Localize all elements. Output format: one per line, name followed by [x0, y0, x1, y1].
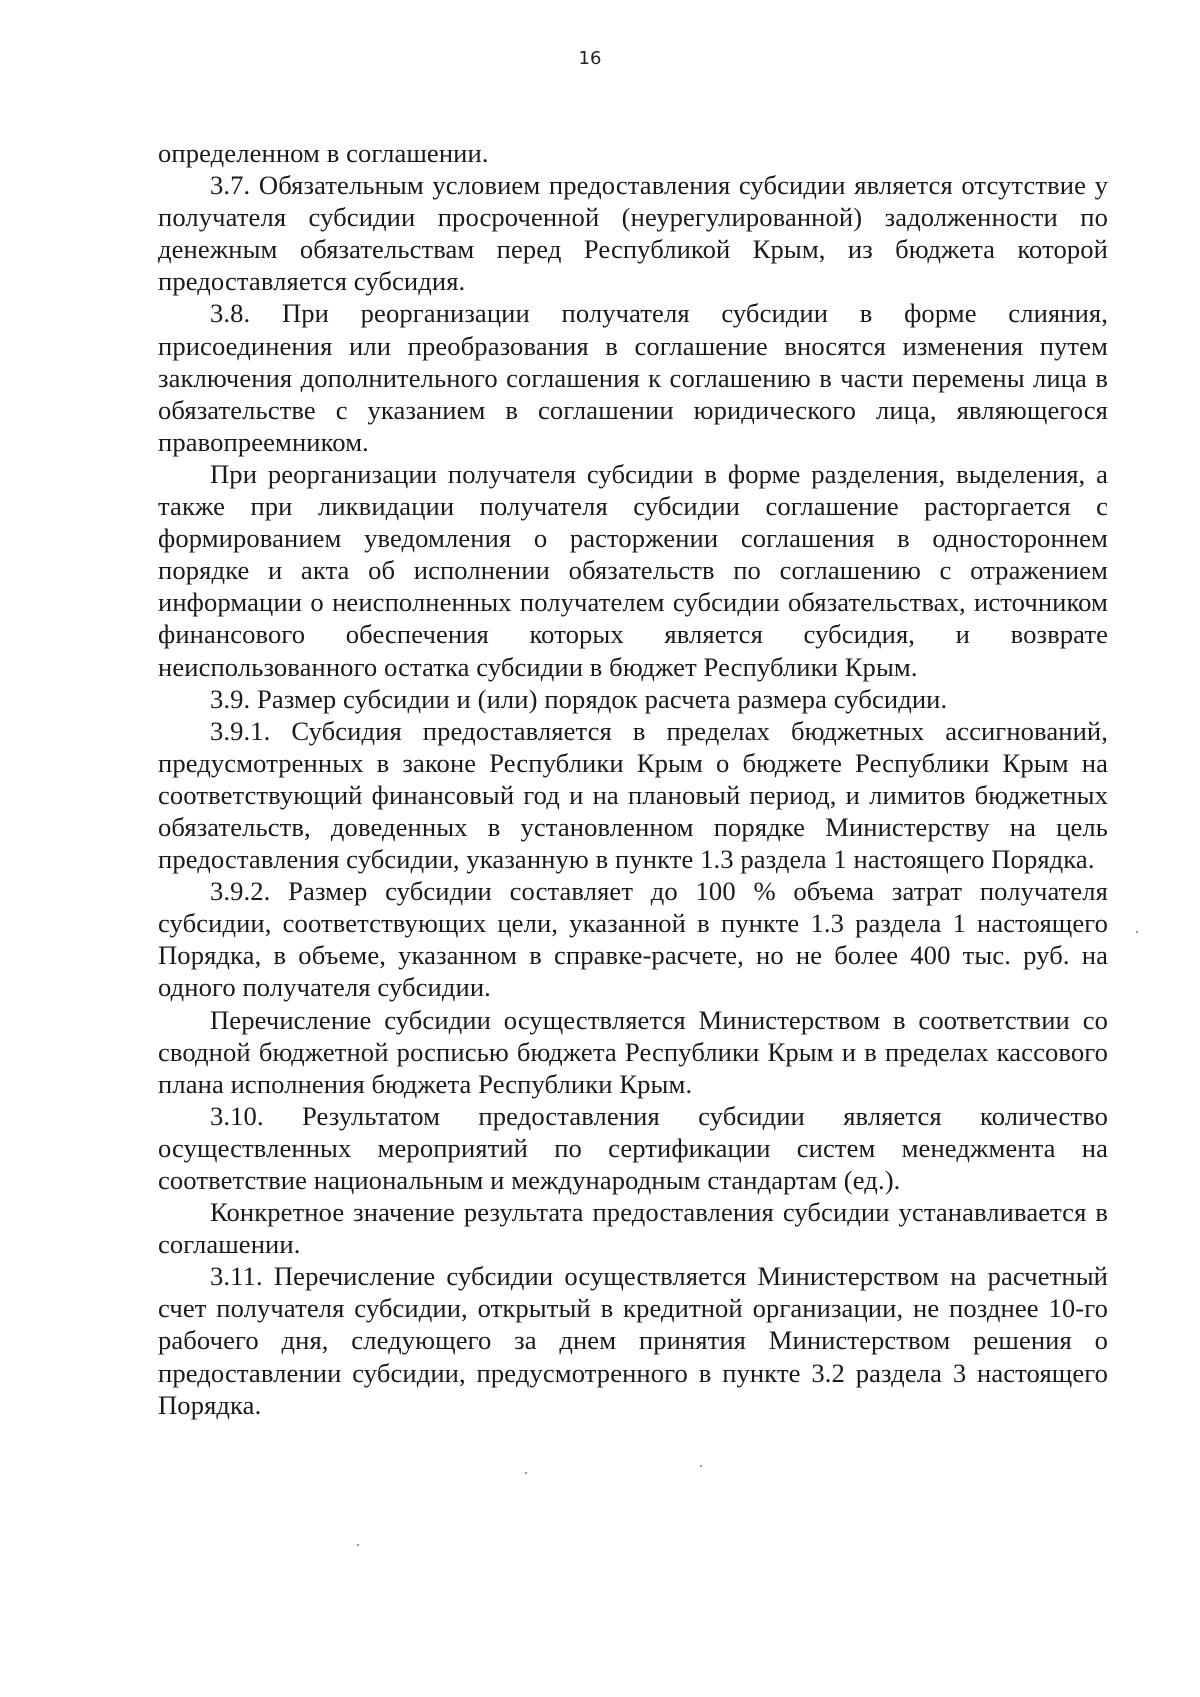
scan-speck — [1136, 931, 1138, 933]
scan-speck — [700, 1465, 702, 1467]
paragraph-3-9-2: 3.9.2. Размер субсидии составляет до 100 % объема затрат получателя субсидии, соответствующих цели, указанной в пункте 1.3 раздела 1 настоящего Порядка, в объеме, указанном в справке-расчете, но не более 400 тыс. руб. на одного получателя субсидии. — [158, 876, 1108, 1003]
paragraph-reorganization: При реорганизации получателя субсидии в форме разделения, выделения, а также при ликвидации получателя субсидии соглашение расторгается с формированием уведомления о расторжении соглашения в одностороннем порядке и акта об исполнении обязательств по соглашению с отражением информации о неисполненных получателем субсидии обязательствах, источником финансового обеспечения которых является субсидия, и возврате неиспользованного остатка субсидии в бюджет Республики Крым. — [158, 458, 1108, 682]
paragraph-result-value: Конкретное значение результата предоставления субсидии устанавливается в соглашении. — [158, 1197, 1108, 1260]
paragraph-continuation: определенном в соглашении. — [158, 138, 489, 168]
paragraph-3-8: 3.8. При реорганизации получателя субсидии в форме слияния, присоединения или преобразования в соглашение вносятся изменения путем заключения дополнительного соглашения к соглашению в части перемены лица в обязательстве с указанием в соглашении юридического лица, являющегося правопреемником. — [158, 298, 1108, 457]
scan-speck — [357, 1544, 359, 1546]
paragraph-3-9-1: 3.9.1. Субсидия предоставляется в пределах бюджетных ассигнований, предусмотренных в законе Республики Крым о бюджете Республики Крым на соответствующий финансовый год и на плановый период, и лимитов бюджетных обязательств, доведенных в установленном порядке Министерству на цель предоставления субсидии, указанную в пункте 1.3 раздела 1 настоящего Порядка. — [158, 715, 1108, 875]
page-number: 16 — [578, 48, 602, 69]
paragraph-transfer: Перечисление субсидии осуществляется Министерством в соответствии со сводной бюджетной росписью бюджета Республики Крым и в пределах кассового плана исполнения бюджета Республики Крым. — [158, 1004, 1108, 1099]
paragraph-3-9: 3.9. Размер субсидии и (или) порядок расчета размера субсидии. — [210, 683, 948, 714]
paragraph-3-10: 3.10. Результатом предоставления субсидии является количество осуществленных мероприятий по сертификации систем менеджмента на соответствие национальным и международным стандартам (ед.). — [158, 1100, 1108, 1195]
scan-speck — [525, 1472, 527, 1474]
document-body — [158, 137, 1108, 1421]
paragraph-3-11: 3.11. Перечисление субсидии осуществляется Министерством на расчетный счет получателя субсидии, открытый в кредитной организации, не позднее 10-го рабочего дня, следующего за днем принятия Министерством решения о предоставлении субсидии, предусмотренного в пункте 3.2 раздела 3 настоящего Порядка. — [158, 1261, 1108, 1420]
paragraph-3-7: 3.7. Обязательным условием предоставления субсидии является отсутствие у получателя субсидии просроченной (неурегулированной) задолженности по денежным обязательствам перед Республикой Крым, из бюджета которой предоставляется субсидия. — [158, 170, 1108, 297]
